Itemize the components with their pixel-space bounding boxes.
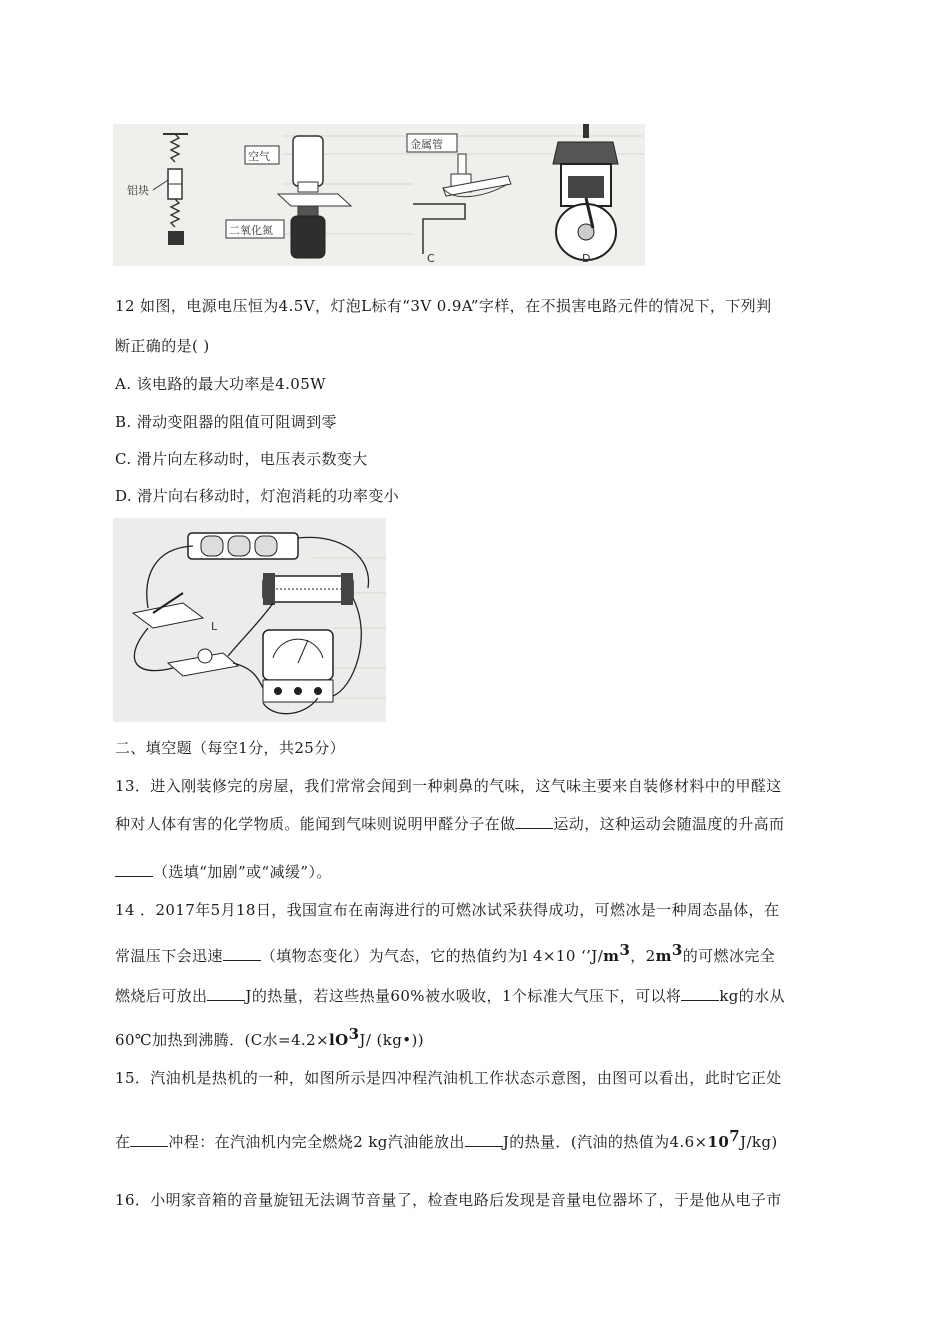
- q15-exp-7: 7: [729, 1127, 741, 1145]
- q15-base-10: 10: [707, 1133, 730, 1151]
- q14-line3-a: 燃烧后可放出: [115, 987, 208, 1005]
- q13-blank-2[interactable]: [115, 862, 153, 877]
- q14-blank-3[interactable]: [681, 986, 719, 1001]
- q13-line1: 13．进入刚装修完的房屋，我们常常会闻到一种刺鼻的气味，这气味主要来自装修材料中的甲醛这: [115, 777, 782, 795]
- q14-blank-2[interactable]: [207, 986, 245, 1001]
- q15-line2-a: 在: [115, 1133, 131, 1151]
- label-d: D: [582, 252, 591, 265]
- circuit-figure: [113, 518, 386, 722]
- q13-line3-b: （选填“加剧”或“减缓”）。: [153, 863, 332, 881]
- section2-heading: 二、填空题（每空1分，共25分）: [115, 739, 346, 757]
- q14-base-10: lO: [329, 1031, 349, 1049]
- q14-line2-b: （填物态变化）为气态，它的热值约为l 4×10 ‘’J/: [260, 947, 604, 965]
- label-magnet: 铝块: [127, 184, 149, 197]
- q14-unit-m: m: [603, 947, 620, 965]
- q12-option-b: B. 滑动变阻器的阻值可阻调到零: [115, 413, 337, 431]
- q12-option-c: C. 滑片向左移动时，电压表示数变大: [115, 450, 368, 468]
- label-c: C: [427, 252, 435, 265]
- q16-line1: 16．小明家音箱的音量旋钮无法调节音量了，检查电路后发现是音量电位器坏了，于是他从电子市: [115, 1191, 782, 1209]
- q13-line3: [115, 862, 332, 882]
- q15-blank-2[interactable]: [465, 1132, 503, 1147]
- q13-line2: [115, 814, 784, 834]
- label-l: L: [211, 620, 218, 633]
- q15-line1: 15．汽油机是热机的一种，如图所示是四冲程汽油机工作状态示意图，由图可以看出，此时它正处: [115, 1069, 782, 1087]
- circuit-figure-drawing: [113, 518, 386, 722]
- label-co2: 二氧化氮: [229, 224, 273, 237]
- q14-line2-d: 的可燃冰完全: [682, 947, 776, 965]
- q14-line2: [115, 941, 776, 966]
- q15-line2: [115, 1127, 778, 1152]
- q14-line4-b: J/ (kg•)): [359, 1031, 424, 1049]
- label-tube: 金属管: [410, 138, 443, 151]
- q12-option-a: A. 该电路的最大功率是4.05W: [115, 375, 326, 393]
- q12-stem-line2: 断正确的是( ): [115, 337, 210, 355]
- q12-option-d: D. 滑片向右移动时，灯泡消耗的功率变小: [115, 487, 400, 505]
- label-air: 空气: [248, 150, 270, 163]
- q14-line4-a: 60℃加热到沸腾．(C水=4.2×: [115, 1031, 329, 1049]
- q13-line2-a: 种对人体有害的化学物质。能闻到气味则说明甲醛分子在做: [115, 815, 516, 833]
- q14-exp-3c: 3: [348, 1025, 360, 1043]
- q15-line2-d: J/kg): [740, 1133, 778, 1151]
- q13-line2-b: 运动，这种运动会随温度的升高而: [553, 815, 785, 833]
- q14-line3-b: J的热量，若这些热量60%被水吸收，1个标准大气压下，可以将: [245, 987, 682, 1005]
- q14-exp-3a: 3: [619, 941, 631, 959]
- experiment-figure: [113, 124, 645, 266]
- q15-line2-b: 冲程：在汽油机内完全燃烧2 kg汽油能放出: [168, 1133, 465, 1151]
- q14-blank-1[interactable]: [223, 946, 261, 961]
- q12-stem-line1: 12 如图，电源电压恒为4.5V，灯泡L标有“3V 0.9A”字样，在不损害电路元件的情况下，下列判: [115, 297, 772, 315]
- q14-unit-m2: m: [655, 947, 672, 965]
- q14-line2-a: 常温压下会迅速: [115, 947, 223, 965]
- q13-blank-1[interactable]: [515, 814, 553, 829]
- q14-line1: 14 ．2017年5月18日，我国宣布在南海进行的可燃冰试采获得成功，可燃冰是一种周态晶体，在: [115, 901, 780, 919]
- experiment-figure-drawing: [113, 124, 645, 266]
- q14-exp-3b: 3: [671, 941, 683, 959]
- q14-line3: [115, 986, 785, 1006]
- q14-line2-c: ，2: [630, 947, 656, 965]
- q15-blank-1[interactable]: [130, 1132, 168, 1147]
- q14-line3-c: kg的水从: [719, 987, 786, 1005]
- q14-line4: [115, 1025, 424, 1050]
- q15-line2-c: J的热量．(汽油的热值为4.6×: [502, 1133, 708, 1151]
